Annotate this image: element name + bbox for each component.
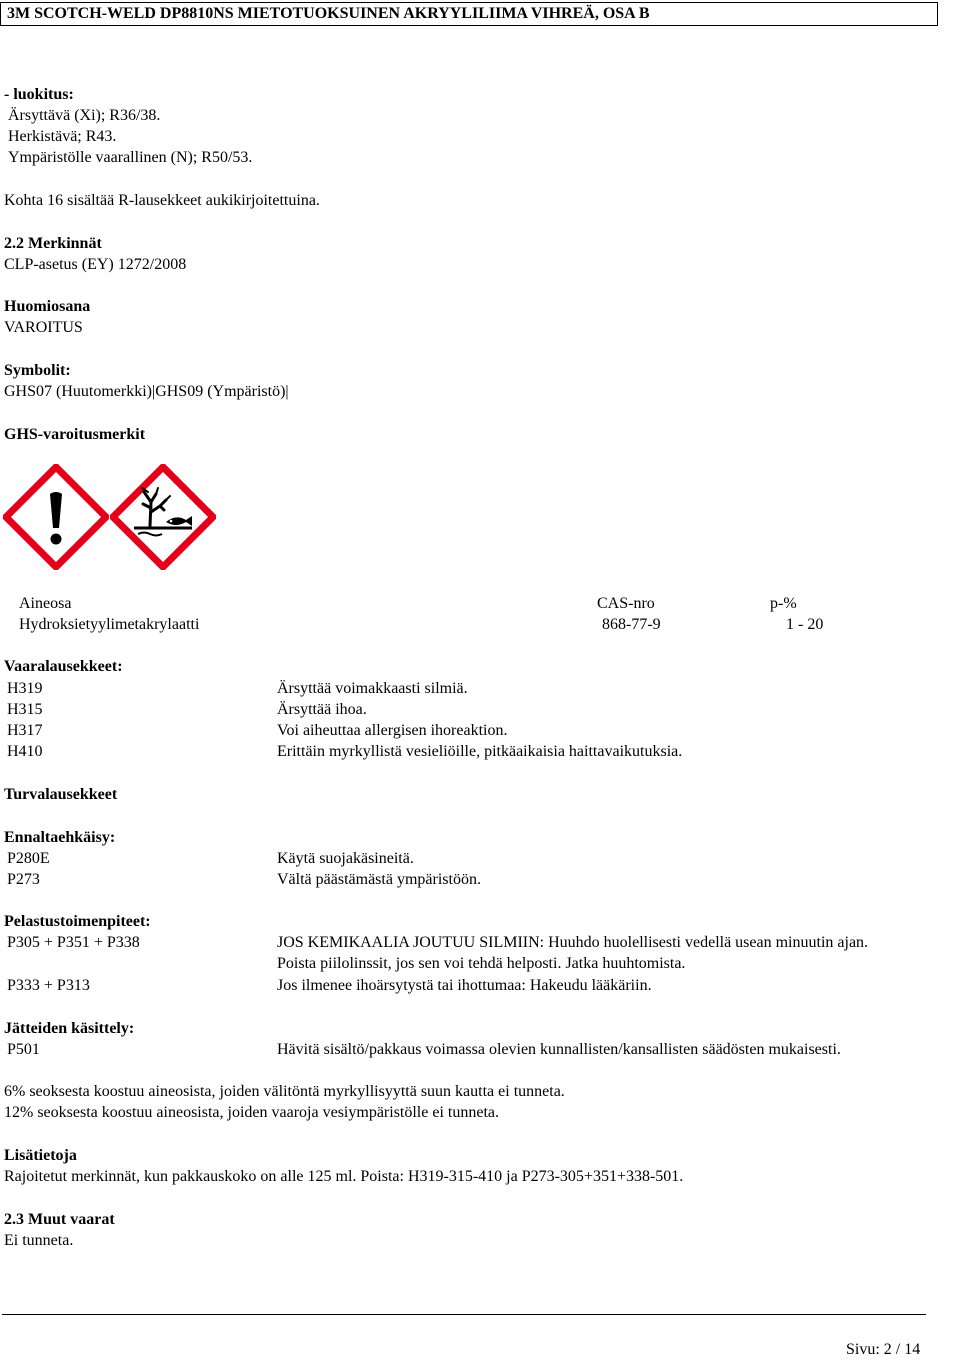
regulation-reference: CLP-asetus (EY) 1272/2008: [4, 256, 187, 273]
classification-line: Ärsyttävä (Xi); R36/38.: [8, 107, 161, 124]
hazard-code: H317: [7, 722, 43, 739]
precaution-text: Hävitä sisältö/pakkaus voimassa olevien kunnallisten/kansallisten säädösten mukaisesti.: [277, 1041, 841, 1058]
signal-word: VAROITUS: [4, 319, 83, 336]
other-hazards-label: 2.3 Muut vaarat: [4, 1211, 115, 1228]
hazard-text: Voi aiheuttaa allergisen ihoreaktion.: [277, 722, 508, 739]
exclamation-mark-pictogram: [3, 464, 109, 570]
environment-pictogram: [110, 464, 216, 570]
precaution-text: Käytä suojakäsineitä.: [277, 850, 414, 867]
hazard-statements-label: Vaaralausekkeet:: [4, 658, 123, 675]
hazard-text: Erittäin myrkyllistä vesieliöille, pitkäaikaisia haittavaikutuksia.: [277, 743, 683, 760]
precaution-code: P501: [7, 1041, 40, 1058]
precaution-text: Vältä päästämästä ympäristöön.: [277, 871, 481, 888]
disposal-label: Jätteiden käsittely:: [4, 1020, 135, 1037]
hazard-code: H410: [7, 743, 43, 760]
column-header-percent: p-%: [770, 595, 797, 612]
classification-label: - luokitus:: [4, 86, 74, 103]
section-heading-labelling: 2.2 Merkinnät: [4, 235, 102, 252]
additional-info-text: Rajoitetut merkinnät, kun pakkauskoko on alle 125 ml. Poista: H319-315-410 ja P273-305+351+338-501.: [4, 1168, 684, 1185]
hazard-text: Ärsyttää voimakkaasti silmiä.: [277, 680, 468, 697]
page-number: Sivu: 2 / 14: [846, 1341, 921, 1358]
note-line: 12% seoksesta koostuu aineosista, joiden vaaroja vesiympäristölle ei tunneta.: [4, 1104, 499, 1121]
column-header-cas: CAS-nro: [597, 595, 655, 612]
ingredient-name: Hydroksietyylimetakrylaatti: [19, 616, 200, 633]
response-label: Pelastustoimenpiteet:: [4, 913, 151, 930]
additional-info-label: Lisätietoja: [4, 1147, 77, 1164]
other-hazards-text: Ei tunneta.: [4, 1232, 74, 1249]
hazard-code: H319: [7, 680, 43, 697]
symbols-label: Symbolit:: [4, 362, 71, 379]
document-title: 3M SCOTCH-WELD DP8810NS MIETOTUOKSUINEN AKRYYLILIIMA VIHREÄ, OSA B: [7, 5, 650, 22]
classification-line: Ympäristölle vaarallinen (N); R50/53.: [8, 149, 253, 166]
precaution-code: P305 + P351 + P338: [7, 934, 140, 951]
document-header: [0, 2, 938, 26]
hazard-text: Ärsyttää ihoa.: [277, 701, 367, 718]
precaution-code: P280E: [7, 850, 50, 867]
note-line: 6% seoksesta koostuu aineosista, joiden välitöntä myrkyllisyyttä suun kautta ei tunneta.: [4, 1083, 565, 1100]
precaution-code: P333 + P313: [7, 977, 90, 994]
precaution-text: Jos ilmenee ihoärsytystä tai ihottumaa: Hakeudu lääkäriin.: [277, 977, 652, 994]
hazard-code: H315: [7, 701, 43, 718]
symbols-list: GHS07 (Huutomerkki)|GHS09 (Ympäristö)|: [4, 383, 289, 400]
signal-word-label: Huomiosana: [4, 298, 91, 315]
pictograms-label: GHS-varoitusmerkit: [4, 426, 146, 443]
footer-divider: [2, 1314, 926, 1315]
classification-line: Herkistävä; R43.: [8, 128, 117, 145]
classification-note: Kohta 16 sisältää R-lausekkeet aukikirjoitettuina.: [4, 192, 320, 209]
prevention-label: Ennaltaehkäisy:: [4, 829, 116, 846]
ingredient-percent: 1 - 20: [786, 616, 824, 633]
ingredient-cas: 868-77-9: [602, 616, 661, 633]
precaution-text: JOS KEMIKAALIA JOUTUU SILMIIN: Huuhdo huolellisesti vedellä usean minuutin ajan.: [277, 934, 869, 951]
precaution-code: P273: [7, 871, 40, 888]
precaution-text-continued: Poista piilolinssit, jos sen voi tehdä helposti. Jatka huuhtomista.: [277, 955, 686, 972]
column-header-ingredient: Aineosa: [19, 595, 72, 612]
precautionary-label: Turvalausekkeet: [4, 786, 118, 803]
